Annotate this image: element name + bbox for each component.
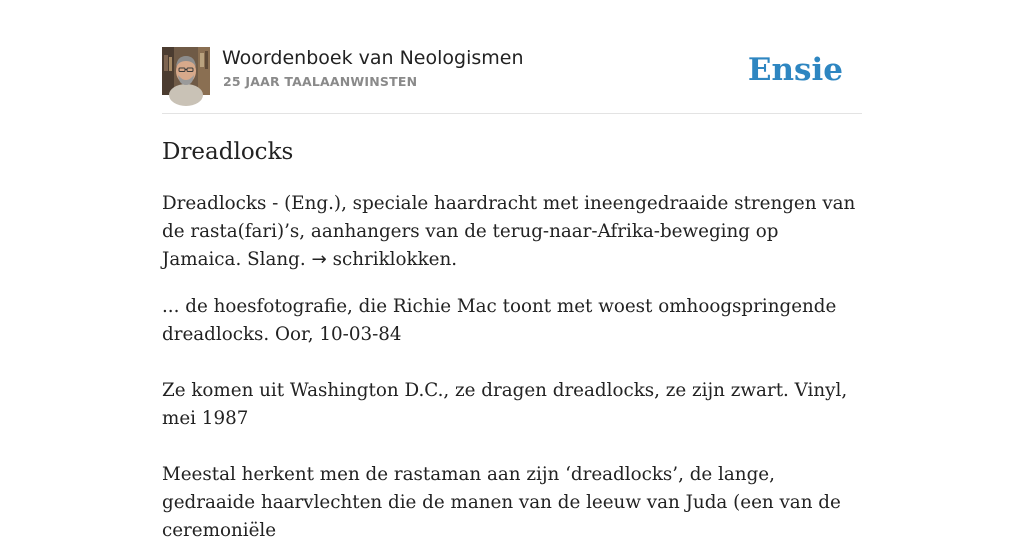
site-tagline: 25 JAAR TAALAANWINSTEN [223,74,418,89]
cross-reference-arrow-icon: → [311,249,327,270]
cross-reference-link[interactable]: schriklokken. [332,249,458,270]
entry-quote: Ze komen uit Washington D.C., ze dragen dreadlocks, ze zijn zwart. Vinyl, mei 1987 [162,380,848,429]
entry-quote: Meestal herkent men de rastaman aan zijn ‘dreadlocks’, de lange, gedraaide haarvlechten die de manen van de leeuw van Juda (een van de ceremoniële [162,464,841,541]
brand-logo[interactable]: Ensie [747,52,843,88]
author-avatar[interactable] [162,47,210,95]
definition-text: Dreadlocks - (Eng.), speciale haardracht met ineengedraaide strengen van de rasta(fari)’s, aanhangers van de terug-naar-Afrika-beweging op Jamaica. Slang. [162,193,856,270]
entry-definition [162,190,862,274]
header-divider [162,113,862,114]
avatar-photo-icon [162,47,210,95]
site-name[interactable]: Woordenboek van Neologismen [222,47,524,69]
entry-title: Dreadlocks [162,139,294,165]
entry-content [162,136,862,545]
site-header [162,46,862,96]
entry-quote: ... de hoesfotografie, die Richie Mac toont met woest omhoogspringende dreadlocks. Oor, 10-03-84 [162,296,837,345]
